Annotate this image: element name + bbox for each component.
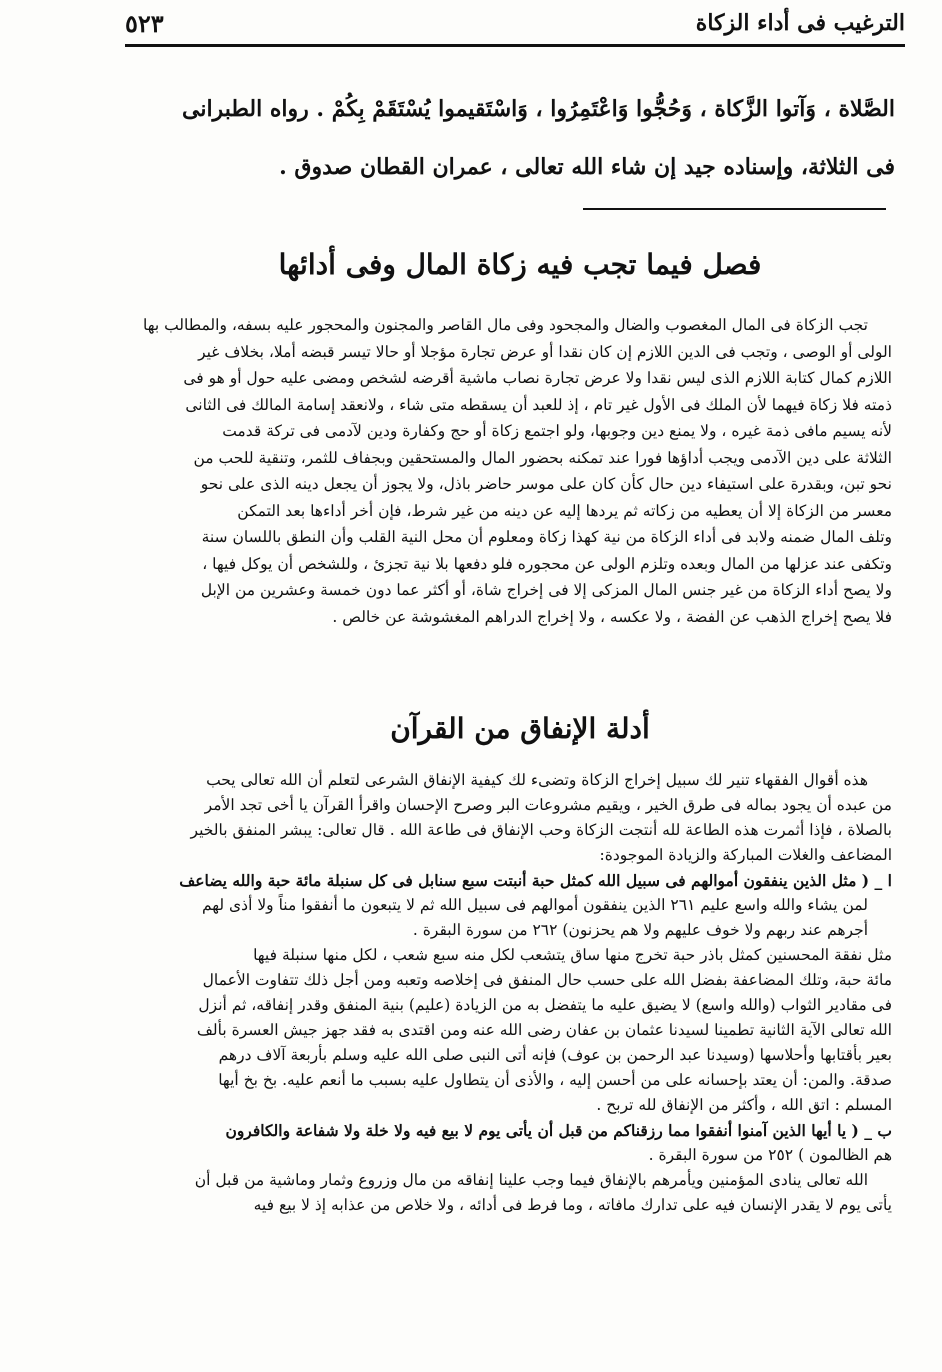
section-heading-quran-evidence: أدلة الإنفاق من القرآن	[390, 712, 650, 745]
text-line: وتكفى عند عزلها من المال وبعده وتلزم الولى عن محجوره فلو دفعها بلا نية تجزئ ، وللشخص أن يوكل فيها ،	[202, 554, 892, 573]
text-line: بعير بأقتابها وأحلاسها (وسيدنا عبد الرحمن بن عوف) فإنه أتى النبى صلى الله عليه وسلم بأربعة آلاف درهم	[218, 1046, 892, 1064]
text-line: الولى أو الوصى ، وتجب فى الدين اللازم إن كان نقدا أو عرض تجارة مؤجلا أو حالا تيسر قبضه أملا، بخلاف غير	[198, 342, 892, 361]
section-divider	[583, 208, 886, 210]
text-line: أجرهم عند ربهم ولا خوف عليهم ولا هم يحزنون) ٢٦٢ من سورة البقرة .	[412, 921, 868, 939]
section-2-body	[140, 768, 892, 1218]
text-line: فى مقادير الثواب (والله واسع) لا يضيق عليه ما يتفضل به من الزيادة (عليم) بنية المنفق وقدر إنفاقه، ثم أنزل	[198, 996, 892, 1014]
text-line: مثل نفقة المحسنين كمثل باذر حبة تخرج منها ساق يتشعب لكل منه سبع شعب ، لكل منها سنبلة فيها	[253, 946, 892, 964]
section-1-body	[140, 312, 892, 630]
text-line: هم الظالمون ) ٢٥٢ من سورة البقرة .	[648, 1146, 892, 1164]
header-rule	[125, 44, 905, 47]
verse-item-b: ب _ ( يا أيها الذين آمنوا أنفقوا مما رزقناكم من قبل أن يأتى يوم لا بيع فيه ولا خلة ولا شفاعة والكافرون	[225, 1121, 892, 1140]
page-number: ٥٢٣	[125, 8, 164, 38]
text-line: هذه أقوال الفقهاء تنير لك سبيل إخراج الزكاة وتضىء لك كيفية الإنفاق الشرعى لتعلم أن الله تعالى يحب	[206, 771, 868, 789]
running-title: الترغيب فى أداء الزكاة	[695, 10, 905, 36]
text-line: مائة حبة، وتلك المضاعفة بفضل الله على حسب حال المنفق فى إخلاصه وتعبه ومن أجل ذلك تتفاوت الأعمال	[202, 971, 892, 989]
text-line: نحو تبن، وبقدرة على استيفاء دين حال كأن كان على موسر حاضر باذل، ولا يجوز أن يجعل دينه الذى على نحو	[200, 475, 892, 493]
text-line: اللازم كمال كتابة اللازم الذى ليس نقدا ولا عرض تجارة نصاب ماشية أقرضه لشخص ومضى عليه حول أو هو فى	[183, 369, 892, 387]
intro-paragraph	[130, 80, 895, 196]
text-line: ولا يصح أداء الزكاة من غير جنس المال المزكى إلا فى إخراج شاة، أو أكثر عما دون خمسة وعشرين من الإبل	[200, 581, 892, 599]
text-line: من عبده أن يجود بماله فى طرق الخير ، ويقيم مشروعات البر وصرح الإحسان واقرأ القرآن يا أخى تجد الأمر	[204, 796, 892, 814]
text-line: لأنه يسيم مافى ذمة غيره ، ولا يمنع دين وجوبها، ولو اجتمع زكاة أو حج وكفارة ودين لآدمى فى تركة قدمت	[222, 422, 892, 440]
text-line: وتلف المال ضمنه ولابد فى أداء الزكاة من نية كهذا زكاة ومعلوم أن محل النية القلب وأن النطق باللسان سنة	[201, 528, 892, 546]
text-line: المسلم : اتق الله ، وأكثر من الإنفاق لله تربح .	[596, 1096, 892, 1114]
text-line: الصَّلاة ، وَآتوا الزَّكاة ، وَحُجُّوا وَاعْتَمِرُوا ، وَاسْتَقيموا يُسْتَقَمْ بِكُمْ . رواه الطبرانى	[181, 96, 895, 122]
text-line: الثلاثة على دين الآدمى ويجب أداؤها فورا عند تمكنه بحضور المال والمستحقين وبجفاف للثمر، وتنقية للحب من	[193, 448, 892, 467]
text-line: تجب الزكاة فى المال المغصوب والضال والمجحود وفى مال القاصر والمجنون والمحجور عليه بسفه، والمطالب بها	[142, 316, 868, 334]
text-line: فى الثلاثة، وإسناده جيد إن شاء الله تعالى ، عمران القطان صدوق .	[279, 154, 895, 180]
verse-item-a: ا _ ( مثل الذين ينفقون أموالهم فى سبيل الله كمثل حبة أنبتت سبع سنابل فى كل سنبلة مائة حبة والله يضاعف	[179, 871, 892, 890]
running-header	[125, 6, 905, 40]
text-line: فلا يصح إخراج الذهب عن الفضة ، ولا عكسه ، ولا إخراج الدراهم المغشوشة عن خالص .	[332, 607, 892, 626]
text-line: الله تعالى ينادى المؤمنين ويأمرهم بالإنفاق فيما وجب علينا إنفاقه من مال وزروع وثمار وماشية من قبل أن	[194, 1171, 868, 1189]
text-line: صدقة. والمن: أن يعتد بإحسانه على من أحسن إليه ، والأذى أن يتطاول عليه بسبب ما أنعم عليه. بخ بخ أيها	[218, 1071, 892, 1089]
text-line: لمن يشاء والله واسع عليم ٢٦١ الذين ينفقون أموالهم فى سبيل الله ثم لا يتبعون ما أنفقوا مناً ولا أذى لهم	[201, 896, 868, 914]
text-line: معسر من الزكاة إلا أن يعطيه من زكاته ثم يردها إليه عن دينه من غير شرط، فإن أخر أداءها بعد التمكن	[237, 501, 892, 520]
text-line: ذمته فلا زكاة فيهما لأن الملك فى الأول غير تام ، إذ للعبد أن يسقطه متى شاء ، ولانعقد إسامة المالك فى الثانى	[185, 395, 892, 414]
section-heading-zakat-obligation: فصل فيما تجب فيه زكاة المال وفى أدائها	[278, 248, 762, 281]
text-line: يأتى يوم لا يقدر الإنسان فيه على تدارك مافاته ، وما فرط فى أدائه ، ولا خلاص من عذابه إذ لا بيع فيه	[253, 1196, 892, 1214]
text-line: المضاعف والغلات المباركة والزيادة الموجودة:	[599, 846, 892, 864]
text-line: الله تعالى الآية الثانية تطمينا لسيدنا عثمان بن عفان رضى الله عنه ومن اقتدى به فقد جهز جيش العسرة بألف	[196, 1021, 892, 1039]
text-line: بالصلاة ، فإذا أثمرت هذه الطاعة لله أنتجت الزكاة وحب الإنفاق فى طاعة الله . قال تعالى: يبشر المنفق بالخير	[190, 821, 892, 839]
